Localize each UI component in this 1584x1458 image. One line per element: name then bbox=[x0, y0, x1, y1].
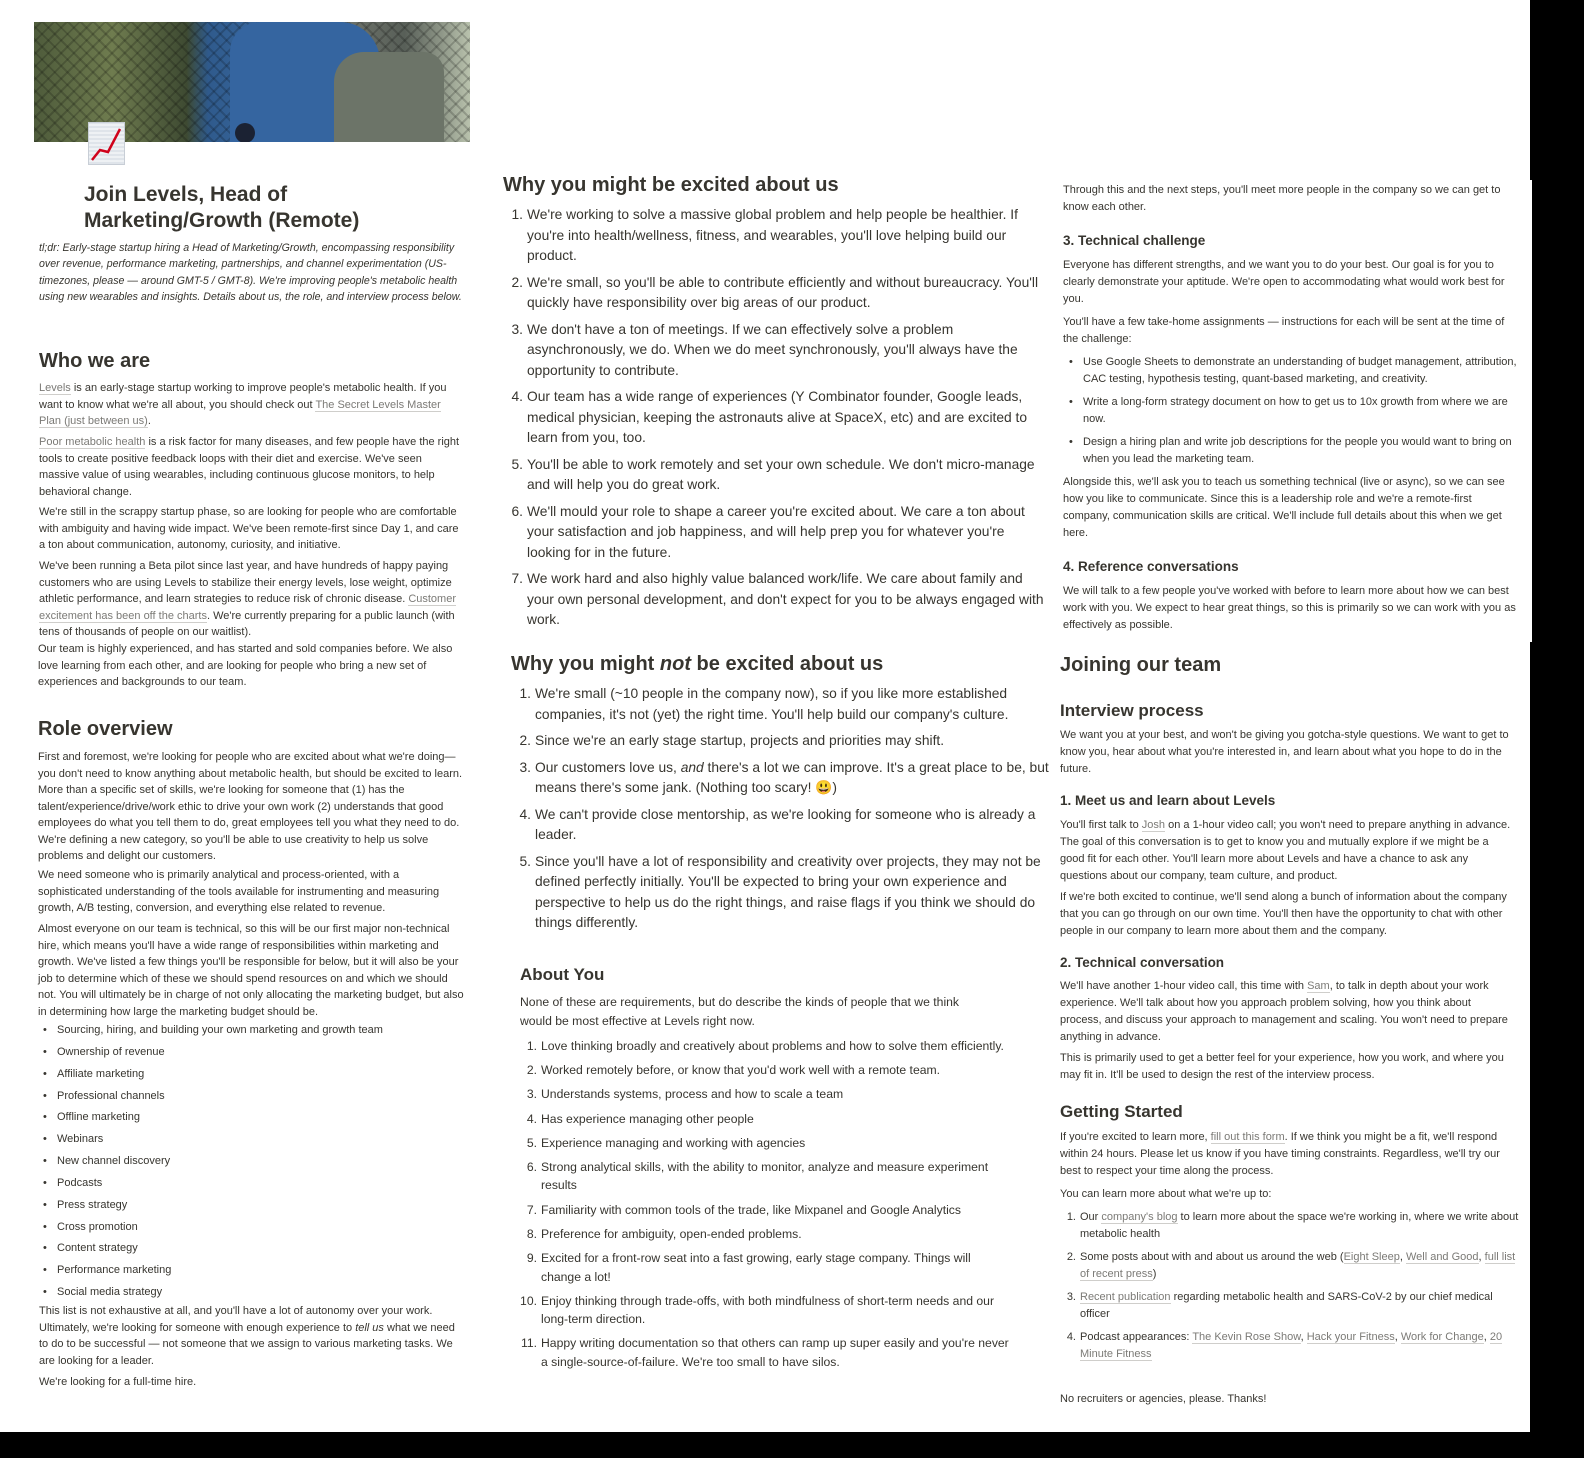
background-edge bbox=[1530, 0, 1584, 180]
list-item: 1. Our company's blog to learn more about the space we're working in, where we write about metabolic health bbox=[1066, 1211, 1519, 1240]
master-plan-link[interactable]: The Secret Levels Master Plan (just between us) bbox=[39, 398, 441, 427]
list-item: 1. Love thinking broadly and creatively about problems and how to solve them efficiently. bbox=[526, 1039, 1004, 1053]
heading-technical-challenge: 3. Technical challenge bbox=[1063, 233, 1206, 248]
heading-getting-started: Getting Started bbox=[1060, 1102, 1183, 1121]
hack-your-fitness-link[interactable]: Hack your Fitness bbox=[1306, 1331, 1395, 1343]
who-we-are-p1: Levels is an early-stage startup working to improve people's metabolic health. If you want to know what we're all about, you should check out The Secret Levels Master Plan (just between us). bbox=[39, 382, 447, 427]
list-item: 4. We can't provide close mentorship, as we're looking for someone who is already a leader. bbox=[519, 806, 1036, 842]
cgm-sensor-graphic bbox=[235, 123, 255, 142]
sam-link[interactable]: Sam bbox=[1307, 980, 1330, 992]
responsibilities-list bbox=[57, 1022, 467, 1306]
eight-sleep-link[interactable]: Eight Sleep bbox=[1343, 1251, 1400, 1263]
list-item: • Affiliate marketing bbox=[57, 1066, 467, 1082]
list-item: 11. Happy writing documentation so that others can ramp up super easily and you're never a single-source-of-failure. We're too small to have silos. bbox=[520, 1336, 1009, 1369]
technical-challenge-p2: You'll have a few take-home assignments — instructions for each will be sent at the time of the challenge: bbox=[1063, 316, 1505, 345]
list-item: • Press strategy bbox=[57, 1197, 467, 1213]
list-item: • Professional channels bbox=[57, 1088, 467, 1104]
chart-increasing-icon[interactable] bbox=[88, 122, 125, 165]
list-item: 8. Preference for ambiguity, open-ended problems. bbox=[526, 1226, 802, 1241]
learn-more-list bbox=[1066, 1209, 1520, 1369]
heading-about-you: About You bbox=[520, 965, 605, 984]
list-item: 3. Our customers love us, and there's a lot we can improve. It's a great place to be, but means there's some jank. (Nothing too scary! 😃) bbox=[519, 759, 1049, 795]
step-2-p2: This is primarily used to get a better feel for your experience, how you work, and where you may fit in. It'll be used to design the rest of the interview process. bbox=[1060, 1052, 1504, 1081]
list-item: 3. We don't have a ton of meetings. If we can effectively solve a problem asynchronously, we do. When we do meet synchronously, you'll always have the opportunity to contribute. bbox=[511, 321, 1018, 378]
list-item: • Podcasts bbox=[57, 1175, 467, 1191]
list-item: 9. Excited for a front-row seat into a fast growing, early stage company. Things will change a lot! bbox=[526, 1251, 971, 1284]
list-item: • Performance marketing bbox=[57, 1262, 467, 1278]
work-for-change-link[interactable]: Work for Change bbox=[1400, 1331, 1484, 1343]
heading-why-excited: Why you might be excited about us bbox=[503, 174, 839, 196]
who-we-are-p2: Poor metabolic health is a risk factor for many diseases, and few people have the right tools to create positive feedback loops with their diet and exercise. We've seen massive value of using wearables, including continuous glucose monitors, to help behavioral change. bbox=[39, 436, 460, 498]
heading-joining-our-team: Joining our team bbox=[1060, 654, 1222, 676]
about-you-list bbox=[520, 1037, 1011, 1377]
interview-process-p: We want you at your best, and won't be giving you gotcha-style questions. We want to get to know you, hear about what you're interested in, and learn about what you hope to do in the future. bbox=[1060, 729, 1509, 775]
step-2-p1: We'll have another 1-hour video call, this time with Sam, to talk in depth about your work experience. We'll talk about how you approach problem solving, how you think about process, and discuss your approach to management and scaling. You won't need to prepare anything in advance. bbox=[1060, 980, 1508, 1043]
list-item: 1. We're working to solve a massive global problem and help people be healthier. If you're into health/wellness, fitness, and wearables, you'll love helping build our product. bbox=[511, 207, 1018, 263]
list-item: 4. Our team has a wide range of experiences (Y Combinator founder, Google leads, medical physician, keeping the astronauts alive at SpaceX, etc) and are excited to learn from you, too. bbox=[511, 389, 1028, 445]
list-item: 1. We're small (~10 people in the company now), so if you like more established companies, it's not (yet) the right time. You'll help build our company's culture. bbox=[519, 686, 1009, 722]
list-item: • Sourcing, hiring, and building your own marketing and growth team bbox=[57, 1022, 467, 1038]
heading-role-overview: Role overview bbox=[38, 718, 173, 740]
list-item: • New channel discovery bbox=[57, 1153, 467, 1169]
recent-publication-link[interactable]: Recent publication bbox=[1080, 1291, 1171, 1303]
recent-press-link[interactable]: full list of recent press bbox=[1080, 1251, 1516, 1280]
list-item: 6. We'll mould your role to shape a career you're excited about. We care a ton about your satisfaction and job happiness, and will help prep you for whatever you're looking for in the future. bbox=[511, 503, 1025, 560]
interview-carry-text: Through this and the next steps, you'll meet more people in the company so we can get to know each other. bbox=[1063, 184, 1501, 213]
heading-reference-conversations: 4. Reference conversations bbox=[1063, 559, 1239, 574]
list-item: • Webinars bbox=[57, 1131, 467, 1147]
list-item: • Content strategy bbox=[57, 1240, 467, 1256]
role-overview-p4: This list is not exhaustive at all, and you'll have a lot of autonomy over your work. Ultimately, we're looking for someone with enough experience to tell us what we need to do to be successful — not someone that we assign to various marketing tasks. We are looking for a leader. bbox=[39, 1305, 455, 1367]
background-edge bbox=[1530, 180, 1532, 642]
tldr-summary: tl;dr: Early-stage startup hiring a Head of Marketing/Growth, encompassing responsibility over revenue, performance marketing, partnerships, and channel experimentation (US-timezones, please — around GMT-5 / GMT-8). We're improving people's metabolic health using new wearables and insights. Details about us, the role, and interview process below. bbox=[39, 242, 462, 303]
list-item: 5. You'll be able to work remotely and set your own schedule. We don't micro-manage and will help you do great work. bbox=[511, 456, 1035, 492]
list-item: 4. Has experience managing other people bbox=[526, 1111, 754, 1126]
list-item: • Cross promotion bbox=[57, 1219, 467, 1235]
role-overview-p3: Almost everyone on our team is technical, so this will be our first major non-technical hire, which means you'll have a wide range of responsibilities within marketing and growth. We've listed a few things you'll be responsible for below, but it will also be your job to determine which of these we should spend resources on and which we should not. You will ultimately be in charge of not only allocating the marketing budget, but also in determining how large the marketing budget should be. bbox=[38, 923, 464, 1018]
role-overview-p1: First and foremost, we're looking for people who are excited about what we're doing—you don't need to know anything about metabolic health, but should be excited to learn. More than a specific set of skills, we're looking for someone that (1) has the talent/experience/drive/work ethic to drive your own work (2) understands that good employees do what you tell them to do, great employees tell you what they need to do. We're defining a new category, so you'll be able to use creativity to help us solve problems and delight our customers. bbox=[38, 751, 463, 862]
list-item: 7. Familiarity with common tools of the trade, like Mixpanel and Google Analytics bbox=[526, 1202, 961, 1217]
kevin-rose-show-link[interactable]: The Kevin Rose Show bbox=[1192, 1331, 1301, 1343]
list-item: 3. Understands systems, process and how to scale a team bbox=[526, 1087, 844, 1102]
getting-started-p2: You can learn more about what we're up to: bbox=[1060, 1188, 1272, 1200]
list-item: • Ownership of revenue bbox=[57, 1044, 467, 1060]
list-item: • Design a hiring plan and write job descriptions for the people you would want to bring on when you lead the marketing team. bbox=[1083, 434, 1521, 468]
list-item: 2. Since we're an early stage startup, projects and priorities may shift. bbox=[519, 733, 945, 748]
heading-who-we-are: Who we are bbox=[39, 350, 151, 372]
list-item: 4. Podcast appearances: The Kevin Rose Show, Hack your Fitness, Work for Change, 20 Minute Fitness bbox=[1066, 1331, 1503, 1360]
heading-interview-process: Interview process bbox=[1060, 701, 1204, 720]
list-item: 5. Since you'll have a lot of responsibility and creativity over projects, they may not be defined perfectly initially. You'll be expected to bring your own experience and perspective to help us do the right things, and raise flags if you think we should do things differently. bbox=[519, 853, 1041, 930]
list-item: • Write a long-form strategy document on how to get us to 10x growth from where we are now. bbox=[1083, 394, 1521, 428]
list-item: • Social media strategy bbox=[57, 1284, 467, 1300]
footer-note: No recruiters or agencies, please. Thanks! bbox=[1060, 1393, 1267, 1405]
role-overview-p5: We're looking for a full-time hire. bbox=[39, 1376, 197, 1388]
heading-why-not-excited: Why you might not be excited about us bbox=[511, 653, 884, 675]
fill-out-form-link[interactable]: fill out this form bbox=[1210, 1131, 1285, 1143]
levels-link[interactable]: Levels bbox=[39, 382, 71, 394]
list-item: • Offline marketing bbox=[57, 1109, 467, 1125]
not-excited-list bbox=[519, 684, 1055, 940]
poor-metabolic-health-link[interactable]: Poor metabolic health bbox=[39, 436, 146, 448]
list-item: 2. We're small, so you'll be able to contribute efficiently and without bureaucracy. You'll quickly have responsibility over big areas of our product. bbox=[511, 274, 1039, 310]
twenty-minute-fitness-link[interactable]: 20 Minute Fitness bbox=[1080, 1331, 1503, 1360]
heading-step-2: 2. Technical conversation bbox=[1060, 955, 1225, 970]
who-we-are-p4: We've been running a Beta pilot since last year, and have hundreds of happy paying customers who are using Levels to stabilize their energy levels, lose weight, optimize athletic performance, and learn strategies to reduce risk of chronic disease. Customer excitement has been off the charts. We're currently preparing for a public launch (with tens of thousands of people on our waitlist). bbox=[39, 560, 456, 638]
step-1-p1: You'll first talk to Josh on a 1-hour video call; you won't need to prepare anything in advance. The goal of this conversation is to get to know you and mutually explore if we might be a good fit for each other. You'll learn more about Levels and have a chance to ask any questions about our company, team culture, and product. bbox=[1060, 819, 1511, 882]
role-overview-p2: We need someone who is primarily analytical and process-oriented, with a sophisticated understanding of the tools available for instrumenting and measuring growth, A/B testing, conversion, and everything else related to revenue. bbox=[38, 869, 440, 914]
technical-challenge-p1: Everyone has different strengths, and we want you to do your best. Our goal is for you to clearly demonstrate your aptitude. We're open to accommodating what would work best for you. bbox=[1063, 259, 1505, 305]
excited-list bbox=[511, 205, 1047, 637]
who-we-are-p5: Our team is highly experienced, and has started and sold companies before. We also love learning from each other, and are looking for people who bring a new set of experiences and backgrounds to our team. bbox=[38, 643, 453, 688]
customer-excitement-link[interactable]: Customer excitement has been off the charts bbox=[39, 593, 456, 622]
list-item: 10. Enjoy thinking through trade-offs, with both mindfulness of short-term needs and our long-term direction. bbox=[520, 1293, 994, 1327]
company-blog-link[interactable]: company's blog bbox=[1101, 1211, 1178, 1223]
getting-started-p1: If you're excited to learn more, fill out this form. If we think you might be a fit, we'll respond within 24 hours. Please let us know if you have timing constraints. Regardless, we'll try our best to respect your time along the process. bbox=[1060, 1131, 1500, 1177]
page-title: Join Levels, Head of Marketing/Growth (Remote) bbox=[84, 183, 360, 232]
list-item: 6. Strong analytical skills, with the ability to monitor, analyze and measure experiment results bbox=[526, 1159, 989, 1193]
technical-challenge-p3: Alongside this, we'll ask you to teach us something technical (live or async), so we can see how you like to communicate. Since this is a leadership role and we're a remote-first company, communication skills are critical. We'll include full details about this when we get here. bbox=[1063, 476, 1505, 539]
who-we-are-p3: We're still in the scrappy startup phase, so are looking for people who are comfortable with ambiguity and having wide impact. We've been remote-first since Day 1, and care a ton about communication, autonomy, curiosity, and initiative. bbox=[39, 506, 459, 551]
josh-link[interactable]: Josh bbox=[1141, 819, 1166, 831]
list-item: • Use Google Sheets to demonstrate an understanding of budget management, attribution, CAC testing, hypothesis testing, quant-based marketing, and creativity. bbox=[1083, 354, 1521, 388]
list-item: 7. We work hard and also highly value balanced work/life. We care about family and your own personal development, and don't expect for you to be always engaged with work. bbox=[511, 571, 1044, 627]
step-1-p2: If we're both excited to continue, we'll send along a bunch of information about the company that you can go through on our own time. You'll then have the opportunity to chat with other people in our company to learn more about them and the company. bbox=[1060, 891, 1507, 937]
list-item: 2. Worked remotely before, or know that you'd work well with a remote team. bbox=[526, 1063, 941, 1078]
well-and-good-link[interactable]: Well and Good bbox=[1405, 1251, 1479, 1263]
references-p: We will talk to a few people you've worked with before to learn more about how we can best work with you. We expect to hear great things, so this is primarily so we can work with you as effectively as possible. bbox=[1063, 585, 1516, 631]
take-home-list bbox=[1083, 354, 1521, 474]
heading-step-1: 1. Meet us and learn about Levels bbox=[1060, 793, 1276, 808]
list-item: 3. Recent publication regarding metabolic health and SARS-CoV-2 by our chief medical officer bbox=[1066, 1291, 1493, 1320]
list-item: 2. Some posts about with and about us around the web (Eight Sleep, Well and Good, full list of recent press) bbox=[1066, 1251, 1516, 1280]
list-item: 5. Experience managing and working with agencies bbox=[526, 1135, 806, 1150]
about-you-intro: None of these are requirements, but do describe the kinds of people that we think would be most effective at Levels right now. bbox=[520, 995, 960, 1028]
